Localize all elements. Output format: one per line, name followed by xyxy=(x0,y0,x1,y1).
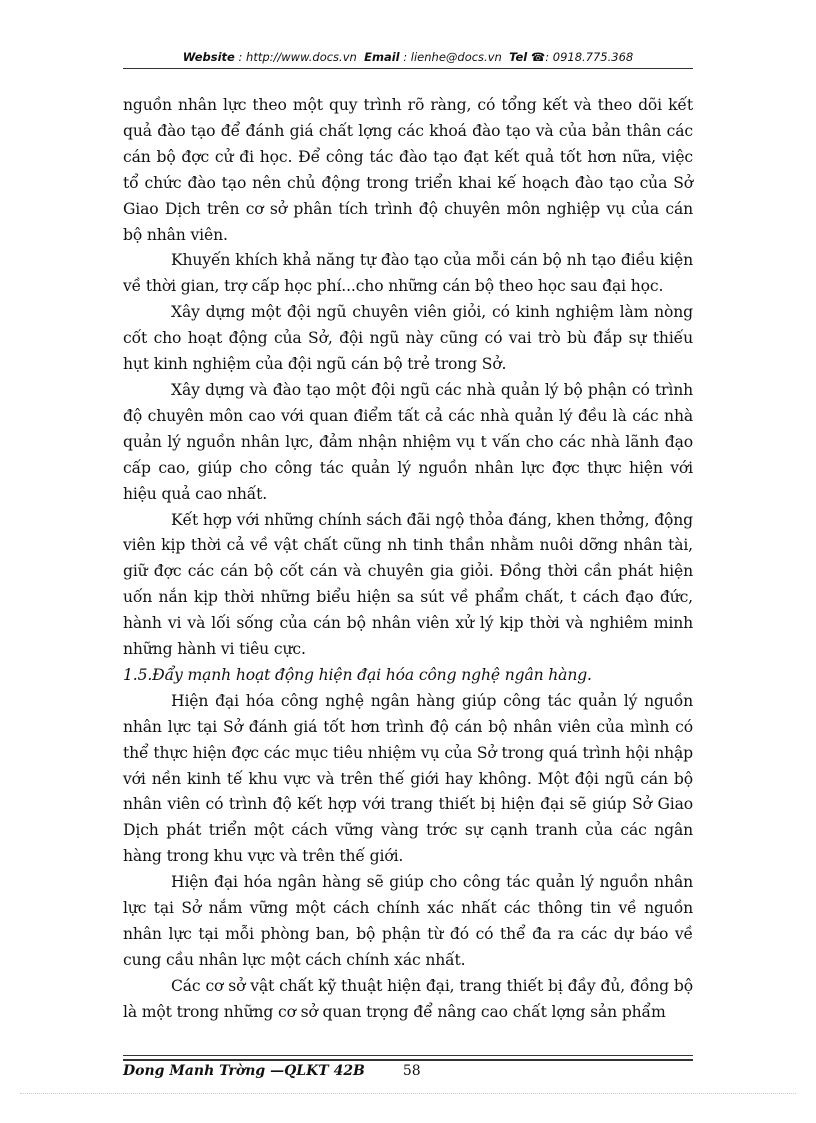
paragraph-7: Hiện đại hóa ngân hàng sẽ giúp cho công tác quản lý nguồn nhân lực tại Sở nắm vững một cách chính xác nhất các thông tin về nguồn nhân lực tại mỗi phòng ban, bộ phận từ đó có thể đa ra các dự báo về cung cầu nhân lực một cách chính xác nhất. xyxy=(123,873,693,969)
footer-author: Dong Manh Trờng —QLKT 42B xyxy=(123,1063,365,1079)
paragraph-1: nguồn nhân lực theo một quy trình rõ ràng, có tổng kết và theo dõi kết quả đào tạo để đánh giá chất lợng các khoá đào tạo và của bản thân các cán bộ đợc cử đi học. Để công tác đào tạo đạt kết quả tốt hơn nữa, việc tổ chức đào tạo nên chủ động trong triển khai kế hoạch đào tạo của Sở Giao Dịch trên cơ sở phân tích trình độ chuyên môn nghiệp vụ của cán bộ nhân viên. xyxy=(123,96,693,244)
paragraph-2: Khuyến khích khả năng tự đào tạo của mỗi cán bộ nh tạo điều kiện về thời gian, trợ cấp học phí...cho những cán bộ theo học sau đại học. xyxy=(123,251,693,296)
tel-value: : 0918.775.368 xyxy=(545,50,634,64)
paragraph-4: Xây dựng và đào tạo một đội ngũ các nhà quản lý bộ phận có trình độ chuyên môn cao với quan điểm tất cả các nhà quản lý đều là các nhà quản lý nguồn nhân lực, đảm nhận nhiệm vụ t vấn cho các nhà lãnh đạo cấp cao, giúp cho công tác quản lý nguồn nhân lực đợc thực hiện với hiệu quả cao nhất. xyxy=(123,380,693,503)
paragraph-8: Các cơ sở vật chất kỹ thuật hiện đại, trang thiết bị đầy đủ, đồng bộ là một trong những cơ sở quan trọng để nâng cao chất lợng sản phẩm xyxy=(123,976,693,1021)
website-value: : http://www.docs.vn xyxy=(238,50,357,64)
section-heading: 1.5.Đẩy mạnh hoạt động hiện đại hóa công nghệ ngân hàng. xyxy=(123,665,592,684)
header-divider xyxy=(123,68,693,69)
email-value: : lienhe@docs.vn xyxy=(403,50,502,64)
tel-label: Tel xyxy=(509,50,528,64)
paragraph-5: Kết hợp với những chính sách đãi ngộ thỏa đáng, khen thởng, động viên kịp thời cả về vật chất cũng nh tinh thần nhằm nuôi dỡng nhân tài, giữ đợc các cán bộ cốt cán và chuyên gia giỏi. Đồng thời cần phát hiện uốn nắn kịp thời những biểu hiện sa sút về phẩm chất, t cách đạo đức, hành vi và lối sống của cán bộ nhân viên xử lý kịp thời và nghiêm minh những hành vi tiêu cực. xyxy=(123,510,693,659)
page-header xyxy=(123,48,693,68)
paragraph-3: Xây dựng một đội ngũ chuyên viên giỏi, có kinh nghiệm làm nòng cốt cho hoạt động của Sở, đội ngũ này cũng có vai trò bù đắp sự thiếu hụt kinh nghiệm của đội ngũ cán bộ trẻ trong Sở. xyxy=(123,303,693,374)
paragraph-6: Hiện đại hóa công nghệ ngân hàng giúp công tác quản lý nguồn nhân lực tại Sở đánh giá tốt hơn trình độ cán bộ nhân viên của mình có thể thực hiện đợc các mục tiêu nhiệm vụ của Sở trong quá trình hội nhập với nền kinh tế khu vực và trên thế giới hay không. Một đội ngũ cán bộ nhân viên có trình độ kết hợp với trang thiết bị hiện đại sẽ giúp Sở Giao Dịch phát triển một cách vững vàng trớc sự cạnh tranh của các ngân hàng trong khu vực và trên thế giới. xyxy=(123,691,693,866)
page-bottom-border xyxy=(20,1093,796,1094)
document-body xyxy=(123,93,693,1026)
phone-icon: ☎ xyxy=(530,50,546,64)
website-label: Website xyxy=(182,50,235,64)
page-footer xyxy=(123,1060,693,1082)
footer-divider-thin xyxy=(123,1055,693,1056)
email-label: Email xyxy=(364,50,400,64)
page-number: 58 xyxy=(402,1063,421,1079)
